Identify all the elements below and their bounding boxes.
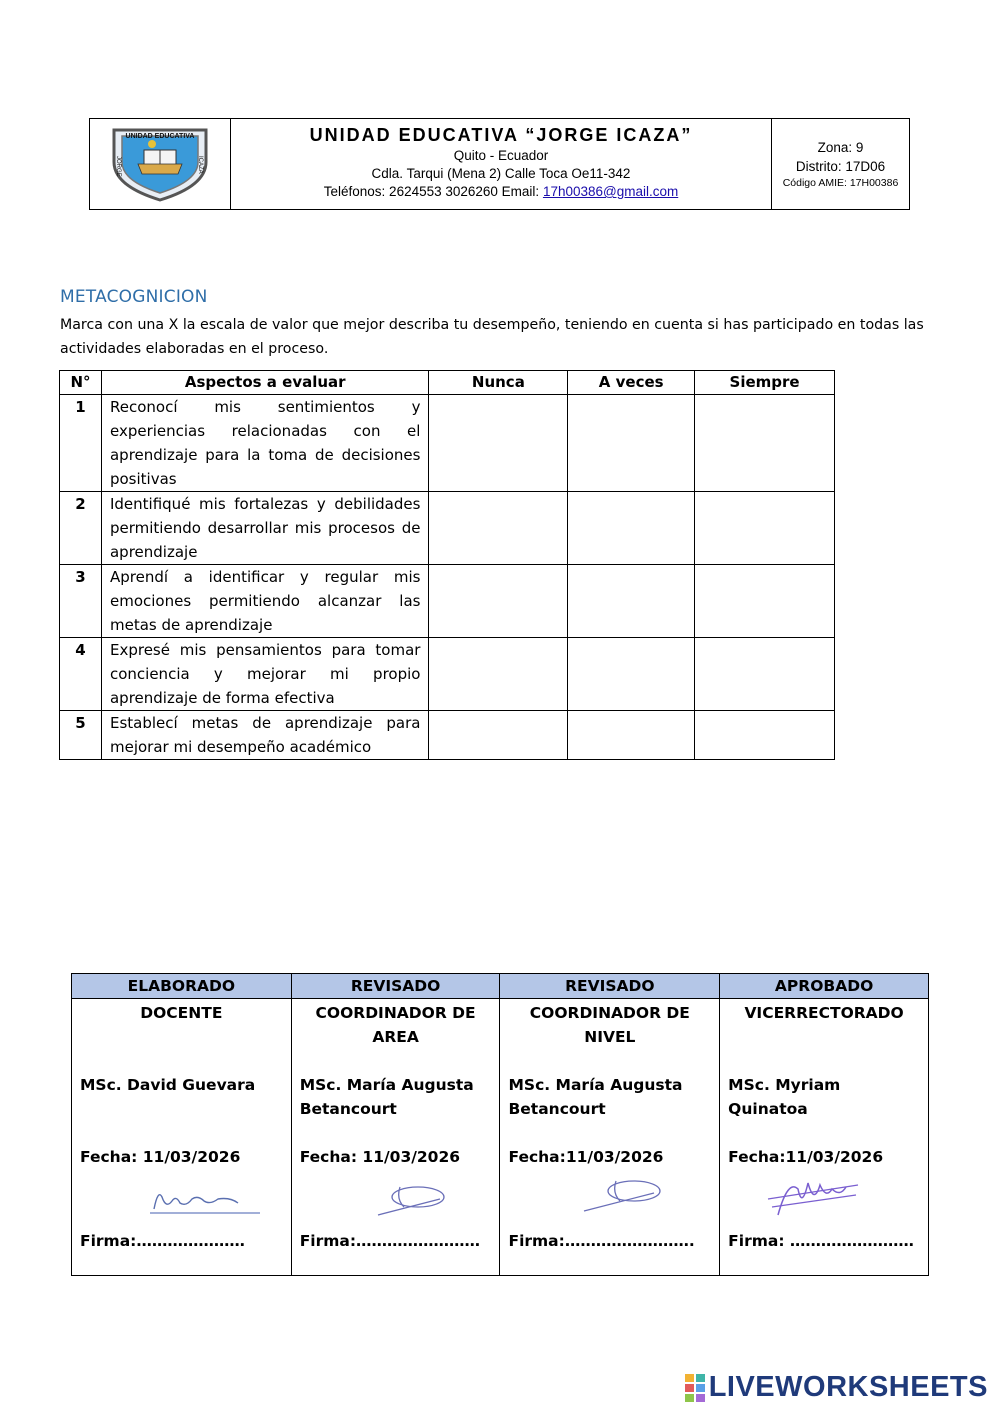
col-header-always: Siempre: [695, 371, 835, 395]
answer-cell-never[interactable]: [429, 492, 568, 565]
col-header-number: N°: [60, 371, 102, 395]
col-header-aspect: Aspectos a evaluar: [101, 371, 428, 395]
signature-image: [80, 1169, 283, 1229]
svg-text:JORGE: JORGE: [115, 156, 121, 177]
school-codes: [772, 119, 909, 209]
person-name: MSc. María Augusta Betancourt: [299, 1076, 474, 1118]
answer-cell-sometimes[interactable]: [568, 565, 695, 638]
role-label: VICERRECTORADO: [744, 1004, 904, 1022]
person-name: MSc. María Augusta Betancourt: [508, 1076, 683, 1118]
table-row: [60, 638, 835, 711]
instructions: Marca con una X la escala de valor que mejor describa tu desempeño, teniendo en cuenta si has participado en todas las actividades elaboradas en el proceso.: [60, 317, 924, 357]
row-aspect: Aprendí a identificar y regular mis emociones permitiendo alcanzar las metas de aprendizaje: [101, 565, 428, 638]
signature-scribble: [728, 1169, 918, 1225]
answer-cell-never[interactable]: [429, 638, 568, 711]
row-number: 1: [60, 395, 102, 492]
school-city: Quito - Ecuador: [453, 148, 549, 163]
answer-cell-sometimes[interactable]: [568, 638, 695, 711]
row-number: 5: [60, 711, 102, 760]
answer-cell-always[interactable]: [695, 711, 835, 760]
signature-scribble: [508, 1169, 708, 1225]
email-link[interactable]: 17h00386@gmail.com: [542, 184, 679, 199]
school-contact: [231, 183, 771, 201]
school-address: Cdla. Tarqui (Mena 2) Calle Toca Oe11-342: [371, 166, 631, 181]
signature-cell: [500, 999, 720, 1276]
date-label: Fecha:11/03/2026: [728, 1148, 884, 1166]
signature-table: [71, 973, 929, 1276]
date-label: Fecha:11/03/2026: [508, 1148, 664, 1166]
signature-row: [72, 999, 929, 1276]
answer-cell-never[interactable]: [429, 395, 568, 492]
amie-code: Código AMIE: 17H00386: [782, 176, 899, 189]
brand-name: LIVEWORKSHEETS: [708, 1371, 988, 1403]
row-aspect: Establecí metas de aprendizaje para mejorar mi desempeño académico: [101, 711, 428, 760]
school-name: UNIDAD EDUCATIVA “JORGE ICAZA”: [309, 125, 693, 145]
date-label: Fecha: 11/03/2026: [299, 1148, 461, 1166]
school-info: [231, 119, 772, 209]
signature-scribble: [300, 1169, 490, 1225]
firma-line: Firma:…………………: [80, 1232, 245, 1250]
logo-cell: [90, 119, 231, 209]
answer-cell-always[interactable]: [695, 638, 835, 711]
row-aspect: Identifiqué mis fortalezas y debilidades permitiendo desarrollar mis procesos de aprendizaje: [101, 492, 428, 565]
svg-text:UNIDAD EDUCATIVA: UNIDAD EDUCATIVA: [125, 133, 195, 140]
header-revisado-area: REVISADO: [291, 974, 500, 999]
role-label: COORDINADOR DE NIVEL: [529, 1004, 690, 1046]
row-aspect: Expresé mis pensamientos para tomar conciencia y mejorar mi propio aprendizaje de forma efectiva: [101, 638, 428, 711]
signature-image: [300, 1169, 492, 1229]
signature-header-row: [72, 974, 929, 999]
row-aspect: Reconocí mis sentimientos y experiencias relacionadas con el aprendizaje para la toma de decisiones positivas: [101, 395, 428, 492]
header-elaborado: ELABORADO: [72, 974, 292, 999]
table-row: [60, 395, 835, 492]
svg-text:ICAZA: ICAZA: [197, 156, 203, 174]
brand-blocks-icon: [685, 1374, 705, 1402]
signature-cell: [291, 999, 500, 1276]
signature-cell: [720, 999, 929, 1276]
answer-cell-always[interactable]: [695, 395, 835, 492]
answer-cell-sometimes[interactable]: [568, 711, 695, 760]
table-header-row: [60, 371, 835, 395]
header-revisado-nivel: REVISADO: [500, 974, 720, 999]
zone-label: Zona: 9: [817, 139, 864, 155]
school-header: [89, 118, 910, 210]
evaluation-table: [59, 370, 835, 760]
col-header-never: Nunca: [429, 371, 568, 395]
section-title: METACOGNICION: [60, 287, 208, 307]
person-name: MSc. Myriam Quinatoa: [728, 1076, 841, 1118]
row-number: 3: [60, 565, 102, 638]
row-number: 4: [60, 638, 102, 711]
row-number: 2: [60, 492, 102, 565]
date-label: Fecha: 11/03/2026: [80, 1148, 241, 1166]
table-row: [60, 492, 835, 565]
liveworksheets-brand[interactable]: [685, 1371, 988, 1404]
table-row: [60, 711, 835, 760]
answer-cell-never[interactable]: [429, 565, 568, 638]
answer-cell-always[interactable]: [695, 492, 835, 565]
person-name: MSc. David Guevara: [80, 1076, 256, 1094]
school-phones: Teléfonos: 2624553 3026260 Email:: [323, 184, 543, 199]
signature-scribble: [80, 1169, 280, 1225]
role-label: DOCENTE: [140, 1004, 223, 1022]
firma-line: Firma:……………………: [299, 1232, 481, 1250]
answer-cell-sometimes[interactable]: [568, 492, 695, 565]
school-logo: [108, 124, 212, 204]
role-label: COORDINADOR DE AREA: [315, 1004, 476, 1046]
col-header-sometimes: A veces: [568, 371, 695, 395]
signature-image: [728, 1169, 920, 1229]
firma-line: Firma:…………………….: [508, 1232, 695, 1250]
signature-image: [508, 1169, 711, 1229]
firma-line: Firma: ……………………: [728, 1232, 914, 1250]
header-aprobado: APROBADO: [720, 974, 929, 999]
answer-cell-sometimes[interactable]: [568, 395, 695, 492]
signature-cell: [72, 999, 292, 1276]
district-label: Distrito: 17D06: [795, 158, 886, 174]
table-row: [60, 565, 835, 638]
answer-cell-never[interactable]: [429, 711, 568, 760]
answer-cell-always[interactable]: [695, 565, 835, 638]
